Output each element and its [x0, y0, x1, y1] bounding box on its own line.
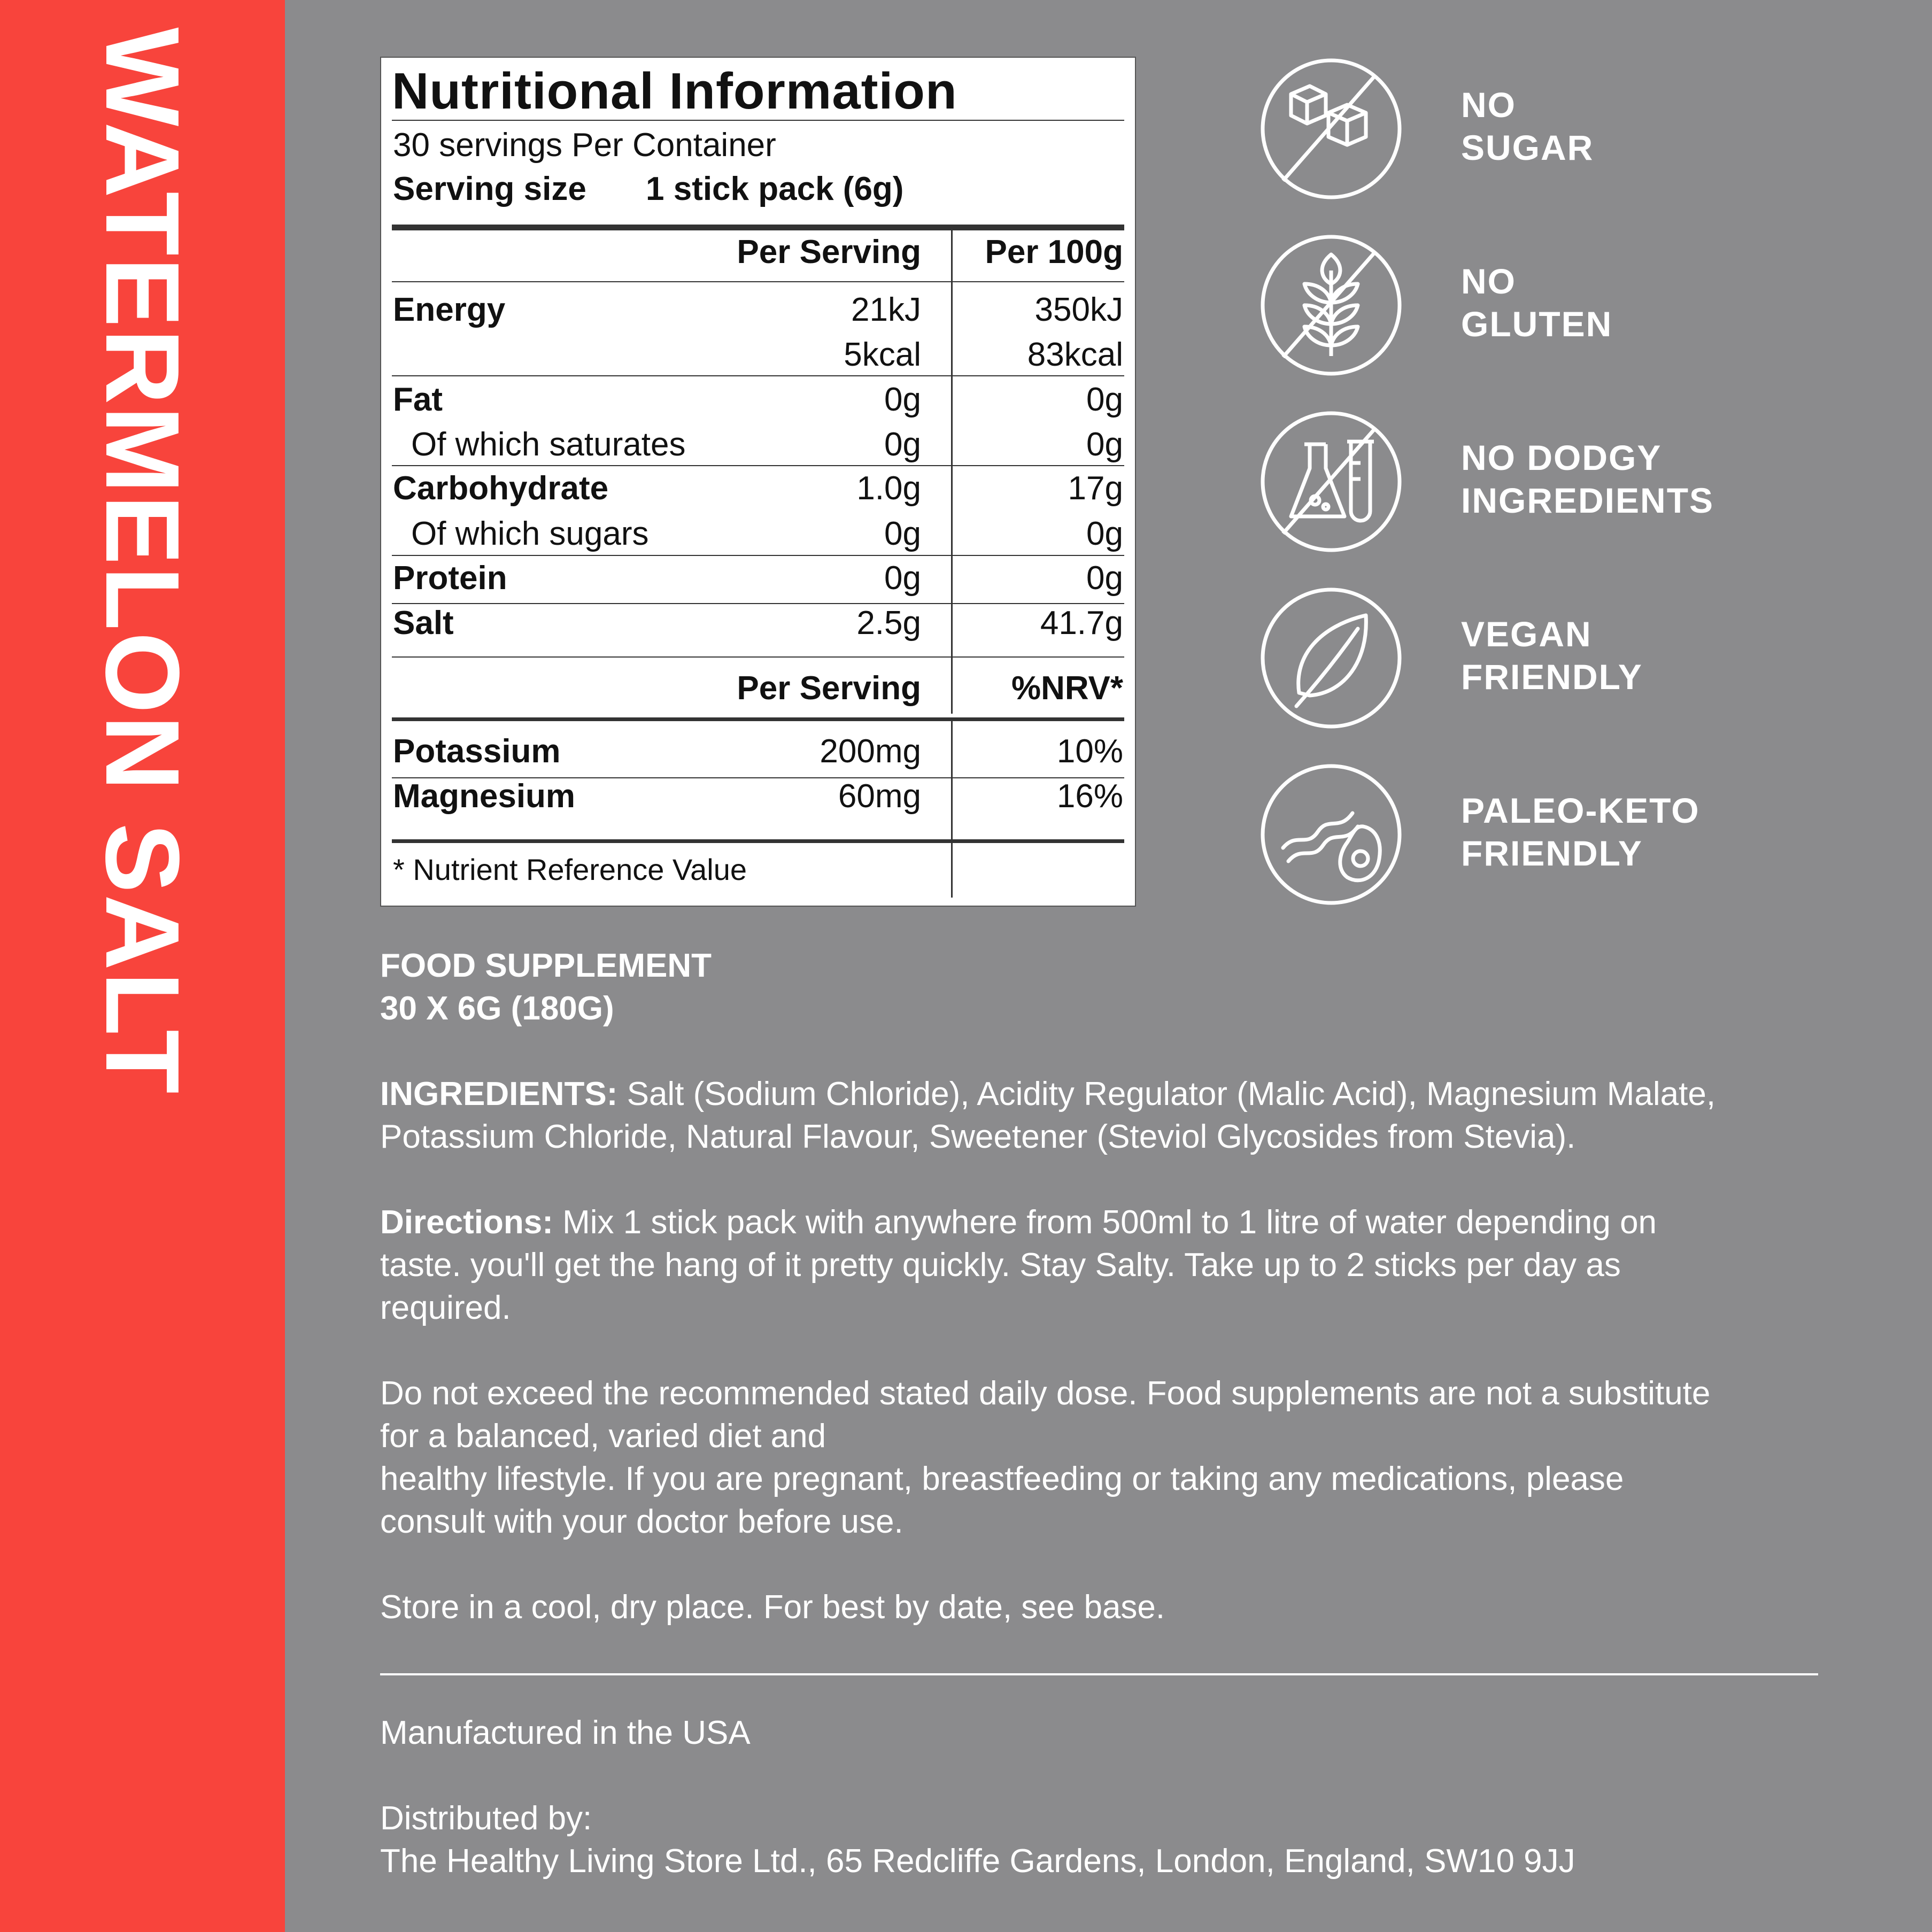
row-value: 0g — [1086, 426, 1123, 463]
col-per-serving: Per Serving — [737, 234, 921, 271]
row-label-fat: Fat — [393, 381, 443, 418]
badge-line: PALEO-KETO — [1461, 791, 1700, 830]
manufactured-text: Manufactured in the USA — [380, 1714, 751, 1751]
badge-line: VEGAN — [1461, 614, 1592, 654]
badge-line: NO DODGY — [1461, 438, 1662, 477]
no-dodgy-ingredients-icon — [1259, 409, 1403, 554]
divider — [392, 120, 1124, 121]
row-value: 350kJ — [1034, 291, 1123, 328]
ingredients-line1 — [380, 1073, 1715, 1116]
row-value: 10% — [1056, 733, 1123, 770]
row-value: 5kcal — [844, 336, 921, 373]
warning-line: for a balanced, varied diet and — [380, 1418, 826, 1455]
net-weight: 30 X 6G (180G) — [380, 990, 614, 1027]
warning-line: Do not exceed the recommended stated daily dose. Food supplements are not a substitute — [380, 1375, 1711, 1412]
row-label-salt: Salt — [393, 605, 454, 642]
row-label-sugars: Of which sugars — [411, 515, 649, 552]
row-value: 83kcal — [1027, 336, 1123, 373]
warning-line: healthy lifestyle. If you are pregnant, breastfeeding or taking any medications, please — [380, 1460, 1624, 1497]
row-value: 200mg — [820, 733, 921, 770]
badge-line: FRIENDLY — [1461, 833, 1643, 873]
nrv-footnote: * Nutrient Reference Value — [393, 853, 747, 886]
ingredients-text: Salt (Sodium Chloride), Acidity Regulator (Malic Acid), Magnesium Malate, — [617, 1076, 1716, 1112]
badge-no-dodgy-ingredients — [1259, 409, 1932, 559]
row-value: 60mg — [838, 778, 921, 815]
divider — [392, 603, 1124, 604]
divider — [392, 656, 1124, 658]
row-value: 21kJ — [851, 291, 921, 328]
ingredients-line2: Potassium Chloride, Natural Flavour, Sweetener (Steviol Glycosides from Stevia). — [380, 1118, 1576, 1155]
col2-nrv: %NRV* — [1011, 670, 1123, 707]
column-divider — [951, 721, 953, 898]
divider — [392, 375, 1124, 376]
col-per-100g: Per 100g — [985, 234, 1123, 271]
row-label-saturates: Of which saturates — [411, 426, 686, 463]
row-label-energy: Energy — [393, 291, 506, 328]
serving-size-label: Serving size — [393, 171, 586, 207]
row-value: 0g — [884, 381, 921, 418]
row-value: 0g — [884, 515, 921, 552]
row-value: 16% — [1056, 778, 1123, 815]
section-divider — [380, 1673, 1818, 1675]
no-gluten-icon — [1259, 233, 1403, 377]
paleo-keto-icon — [1259, 762, 1403, 907]
badge-line: NO — [1461, 85, 1516, 125]
badge-line: GLUTEN — [1461, 304, 1613, 344]
ingredients-label: INGREDIENTS: — [380, 1076, 618, 1112]
servings-per-container: 30 servings Per Container — [393, 127, 776, 164]
badge-vegan-friendly — [1259, 586, 1932, 736]
food-supplement-label: FOOD SUPPLEMENT — [380, 947, 712, 984]
column-divider — [951, 230, 953, 714]
row-value: 41.7g — [1040, 605, 1123, 642]
badge-line: SUGAR — [1461, 128, 1594, 167]
directions-label: Directions: — [380, 1204, 553, 1241]
badge-line: FRIENDLY — [1461, 657, 1643, 697]
row-value: 0g — [1086, 560, 1123, 597]
row-label-protein: Protein — [393, 560, 507, 597]
product-name-band — [0, 0, 285, 1932]
badge-no-gluten — [1259, 233, 1932, 383]
badge-line: INGREDIENTS — [1461, 481, 1714, 520]
divider — [392, 555, 1124, 556]
serving-size-value: 1 stick pack (6g) — [646, 171, 904, 207]
no-sugar-icon — [1259, 57, 1403, 201]
distributed-label: Distributed by: — [380, 1800, 592, 1837]
row-value: 1.0g — [856, 470, 921, 507]
directions-line2: taste. you'll get the hang of it pretty quickly. Stay Salty. Take up to 2 sticks per day as — [380, 1247, 1621, 1284]
col2-per-serving: Per Serving — [737, 670, 921, 707]
row-value: 0g — [1086, 381, 1123, 418]
divider-thick — [392, 839, 1124, 843]
divider-thick — [392, 225, 1124, 230]
row-value: 2.5g — [856, 605, 921, 642]
distributor-address: The Healthy Living Store Ltd., 65 Redcliffe Gardens, London, England, SW10 9JJ — [380, 1843, 1575, 1880]
directions-line1 — [380, 1201, 1657, 1244]
directions-text: Mix 1 stick pack with anywhere from 500ml to 1 litre of water depending on — [553, 1204, 1657, 1241]
nutrition-panel — [380, 57, 1136, 907]
badge-paleo-keto-friendly — [1259, 762, 1932, 912]
row-value: 17g — [1068, 470, 1123, 507]
row-label-potassium: Potassium — [393, 733, 561, 770]
row-label-carbohydrate: Carbohydrate — [393, 470, 609, 507]
product-name: WATERMELON SALT — [84, 27, 201, 1095]
warning-line: consult with your doctor before use. — [380, 1503, 903, 1540]
row-label-magnesium: Magnesium — [393, 778, 576, 815]
divider-thick — [392, 717, 1124, 721]
divider — [392, 281, 1124, 282]
row-value: 0g — [884, 426, 921, 463]
nutrition-title: Nutritional Information — [392, 63, 957, 120]
vegan-leaf-icon — [1259, 586, 1403, 730]
row-value: 0g — [1086, 515, 1123, 552]
directions-line3: required. — [380, 1289, 511, 1326]
row-value: 0g — [884, 560, 921, 597]
divider — [392, 465, 1124, 466]
storage-text: Store in a cool, dry place. For best by date, see base. — [380, 1589, 1165, 1626]
badge-no-sugar — [1259, 57, 1932, 206]
badge-line: NO — [1461, 261, 1516, 301]
